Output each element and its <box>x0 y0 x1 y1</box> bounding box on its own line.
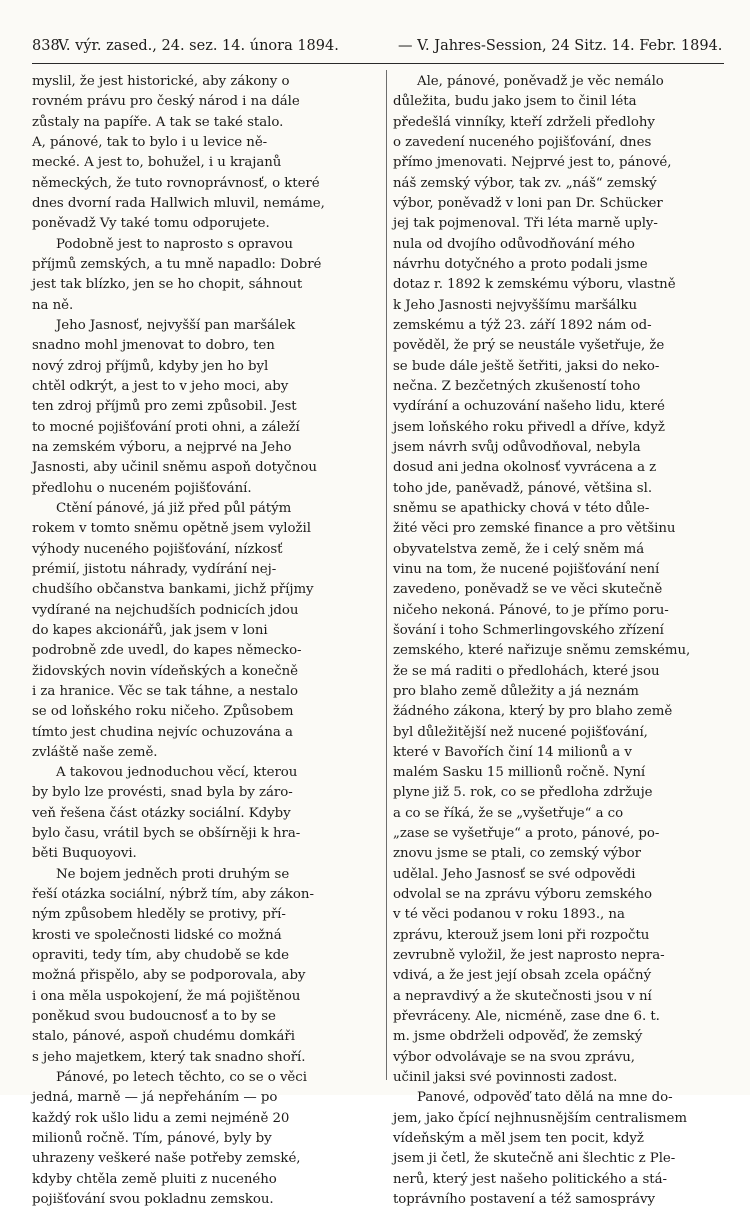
right-column-line: o zavedení nuceného pojišťování, dnes <box>393 134 652 150</box>
left-column-line: tímto jest chudina nejvíc ochuzována a <box>32 724 293 740</box>
left-column-line: stalo, pánové, aspoň chudému domkáři <box>32 1029 295 1045</box>
left-column-line: každý rok ušlo lidu a zemi nejméně 20 <box>32 1110 290 1126</box>
right-column-line: učinil jaksi své povinnosti zadost. <box>393 1070 618 1086</box>
right-column-line: jsem návrh svůj odůvodňoval, nebyla <box>393 439 641 455</box>
right-column-line: pověděl, že prý se neustále vyšetřuje, že <box>393 338 665 354</box>
left-column-line: bylo času, vrátil bych se obšírněji k hra- <box>32 826 301 842</box>
right-column-line: náš zemský výbor, tak zv. „náš“ zemský <box>393 175 657 191</box>
right-column-line: obyvatelstva země, že i celý sněm má <box>393 541 645 557</box>
left-column-line: A, pánové, tak to bylo i u levice ně- <box>32 134 268 150</box>
left-column-line: vydírané na nejchudších podnicích jdou <box>32 602 299 618</box>
right-column-line: vdivá, a že jest její obsah zcela opáčný <box>393 968 652 984</box>
left-column-line: s jeho majetkem, který tak snadno shoří. <box>32 1049 306 1065</box>
page-number: 838 <box>32 38 60 54</box>
left-column-line: poněkud svou budoucnosť a to by se <box>32 1009 276 1025</box>
left-column-line: dnes dvorní rada Hallwich mluvil, nemáme, <box>32 195 325 211</box>
left-column-line: by bylo lze provésti, snad byla by záro- <box>32 785 293 801</box>
left-column-line: snadno mohl jmenovat to dobro, ten <box>32 338 275 354</box>
right-column-line: vinu na tom, že nucené pojišťování není <box>393 561 660 577</box>
right-column-line: přímo jmenovati. Nejprvé jest to, pánové, <box>393 155 672 171</box>
left-column-line: na zemském výboru, a nejprvé na Jeho <box>32 439 292 455</box>
right-column-line: Ale, pánové, poněvadž je věc nemálo <box>417 74 664 89</box>
right-column-line: žádného zákona, který by pro blaho země <box>393 704 673 720</box>
left-column-line: krosti ve společnosti lidské co možná <box>32 927 282 943</box>
left-column-line: zůstaly na papíře. A tak se také stalo. <box>32 114 284 130</box>
right-column-line: žité věci pro zemské finance a pro většinu <box>393 521 676 537</box>
left-column-line: chtěl odkrýt, a jest to v jeho moci, aby <box>32 378 289 394</box>
right-column-line: Panové, odpověď tato dělá na mne do- <box>417 1090 673 1106</box>
left-column-line: myslil, že jest historické, aby zákony o <box>32 74 290 89</box>
left-column-line: Jasnosti, aby učinil sněmu aspoň dotyčnou <box>32 460 317 476</box>
right-column-line: toho jde, paněvadž, pánové, většina sl. <box>393 480 653 496</box>
left-column <box>32 72 382 1208</box>
left-column-line: rokem v tomto sněmu opětně jsem vyložil <box>32 521 311 537</box>
left-column-line: běti Buquoyovi. <box>32 846 137 862</box>
page-header <box>32 38 724 60</box>
right-column-line: jej tak pojmenoval. Tři léta marně uply- <box>393 216 658 232</box>
right-column-line: nerů, který jest našeho politického a stá- <box>393 1171 667 1187</box>
left-column-line: řeší otázka sociální, nýbrž tím, aby zákon- <box>32 887 314 903</box>
left-column-line: zvláště naše země. <box>32 744 158 760</box>
right-column-line: znovu jsme se ptali, co zemský výbor <box>393 846 641 862</box>
right-column-line: v té věci podanou v roku 1893., na <box>393 907 625 923</box>
german-session-title: — V. Jahres-Session, 24 Sitz. 14. Febr. 1894. <box>398 38 723 54</box>
right-column-line: zemskému a týž 23. září 1892 nám od- <box>393 317 652 333</box>
left-column-line: uhrazeny veškeré naše potřeby zemské, <box>32 1151 301 1167</box>
right-column-line: a nepravdivý a že skutečnosti jsou v ní <box>393 988 652 1004</box>
left-column-line: se od loňského roku ničeho. Způsobem <box>32 704 294 720</box>
left-column-line: kdyby chtěla země pluiti z nuceného <box>32 1171 277 1187</box>
right-column-line: odvolal se na zprávu výboru zemského <box>393 887 653 903</box>
left-column-line: i ona měla uspokojení, že má pojištěnou <box>32 988 301 1004</box>
left-column-line: mecké. A jest to, bohužel, i u krajanů <box>32 155 282 171</box>
right-column-line: pro blaho země důležity a já neznám <box>393 683 639 699</box>
right-column-line: zevrubně vyložil, že jest naprosto nepra- <box>393 948 665 964</box>
right-column-line: výbor, poněvadž v loni pan Dr. Schücker <box>393 195 663 211</box>
right-column-line: a co se říká, že se „vyšetřuje“ a co <box>393 805 624 821</box>
left-column-line: to mocné pojišťování proti ohni, a záleží <box>32 419 300 435</box>
left-column-line: Ne bojem jedněch proti druhým se <box>56 866 290 882</box>
right-column-line: k Jeho Jasnosti nejvyššímu maršálku <box>393 297 638 313</box>
right-column-line: m. jsme obdrželi odpověď, že zemský <box>393 1029 643 1045</box>
right-column-line: dotaz r. 1892 k zemskému výboru, vlastně <box>393 277 676 293</box>
left-column-line: chudšího občanstva bankami, jichž příjmy <box>32 582 314 598</box>
left-column-line: A takovou jednoduchou věcí, kterou <box>56 765 298 781</box>
left-column-line: výhody nuceného pojišťování, nízkosť <box>32 541 283 557</box>
left-column-line: příjmů zemských, a tu mně napadlo: Dobré <box>32 256 322 272</box>
left-column-line: Jeho Jasnosť, nejvyšší pan maršálek <box>56 317 296 333</box>
left-column-line: jest tak blízko, jen se ho chopit, sáhnout <box>32 277 303 293</box>
left-column-line: podrobně zde uvedl, do kapes německo- <box>32 643 302 659</box>
left-column-line: poněvadž Vy také tomu odporujete. <box>32 216 270 232</box>
left-column-line: milionů ročně. Tím, pánové, byly by <box>32 1131 272 1147</box>
left-column-line: opraviti, tedy tím, aby chudobě se kde <box>32 948 289 964</box>
left-column-line: židovských novin vídeňských a konečně <box>32 663 299 679</box>
left-column-line: do kapes akcionářů, jak jsem v loni <box>32 622 268 638</box>
left-column-line: německých, že tuto rovnoprávnosť, o které <box>32 175 320 191</box>
right-column-line: plyne již 5. rok, co se předloha zdržuje <box>393 785 653 801</box>
czech-session-title: V. výr. zased., 24. sez. 14. února 1894. <box>58 38 339 54</box>
left-column-line: ten zdroj příjmů pro zemi způsobil. Jest <box>32 399 297 415</box>
column-divider <box>386 70 387 1080</box>
right-column-line: zemského, které nařizuje sněmu zemskému, <box>393 643 691 659</box>
left-column-line: i za hranice. Věc se tak táhne, a nestalo <box>32 683 299 699</box>
right-column-line: jsem loňského roku přivedl a dříve, když <box>393 419 665 435</box>
right-column-line: nula od dvojího odůvodňování mého <box>393 236 635 252</box>
right-column-line: zavedeno, poněvadž se ve věci skutečně <box>393 582 663 598</box>
left-column-line: předlohu o nuceném pojišťování. <box>32 480 252 496</box>
right-column-line: návrhu dotyčného a proto podali jsme <box>393 256 648 272</box>
right-column-line: nečna. Z bezčetných zkušeností toho <box>393 378 641 394</box>
left-column-line: rovném právu pro český národ i na dále <box>32 94 300 110</box>
left-column-line: Podobně jest to naprosto s opravou <box>56 236 293 252</box>
left-column-line: veň řešena část otázky sociální. Kdyby <box>32 805 291 821</box>
right-column-line: malém Sasku 15 millionů ročně. Nyní <box>393 765 646 781</box>
right-column-line: se bude dále ještě šetřiti, jaksi do neko- <box>393 358 660 374</box>
right-column-line: byl důležitější než nucené pojišťování, <box>393 724 648 740</box>
right-column <box>393 72 725 1208</box>
right-column-line: ničeho nekoná. Pánové, to je přímo poru- <box>393 602 669 618</box>
right-column-line: sněmu se apathicky chová v této důle- <box>393 500 650 516</box>
right-column-line: důležita, budu jako jsem to činil léta <box>393 94 637 110</box>
right-column-line: převráceny. Ale, nicméně, zase dne 6. t. <box>393 1009 660 1025</box>
header-rule <box>32 63 724 64</box>
right-column-line: dosud ani jedna okolnosť vyvrácena a z <box>393 460 657 476</box>
right-column-line: toprávního postavení a též samosprávy <box>393 1192 655 1208</box>
right-column-line: předešlá vinníky, kteří zdrželi předlohy <box>393 114 655 130</box>
left-column-line: Ctění pánové, já již před půl pátým <box>56 500 292 516</box>
right-column-line: šování i toho Schmerlingovského zřízení <box>393 622 664 638</box>
left-column-line: pojišťování svou pokladnu zemskou. <box>32 1192 274 1208</box>
left-column-line: jedná, marně — já nepřeháním — po <box>32 1090 278 1106</box>
left-column-line: ným způsobem hleděly se protivy, pří- <box>32 907 286 923</box>
left-column-line: prémií, jistotu náhrady, vydírání nej- <box>32 561 277 577</box>
right-column-line: jem, jako čpící nejhnusnějším centralismem <box>393 1110 687 1126</box>
right-column-line: které v Bavořích činí 14 milionů a v <box>393 744 632 760</box>
right-column-line: výbor odvolávaje se na svou zprávu, <box>393 1049 635 1065</box>
right-column-line: zprávu, kterouž jsem loni při rozpočtu <box>393 927 650 943</box>
left-column-line: nový zdroj příjmů, kdyby jen ho byl <box>32 358 269 374</box>
right-column-line: jsem ji četl, že skutečně ani šlechtic z Ple- <box>393 1151 676 1167</box>
right-column-line: vydírání a ochuzování našeho lidu, které <box>393 399 665 415</box>
left-column-line: na ně. <box>32 297 74 313</box>
left-column-line: Pánové, po letech těchto, co se o věci <box>56 1070 307 1086</box>
right-column-line: udělal. Jeho Jasnosť se své odpovědi <box>393 866 636 882</box>
left-column-line: možná přispělo, aby se podporovala, aby <box>32 968 306 984</box>
right-column-line: „zase se vyšetřuje“ a proto, pánové, po- <box>393 826 660 842</box>
right-column-line: vídeňským a měl jsem ten pocit, když <box>393 1131 644 1147</box>
right-column-line: že se má raditi o předlohách, které jsou <box>393 663 660 679</box>
